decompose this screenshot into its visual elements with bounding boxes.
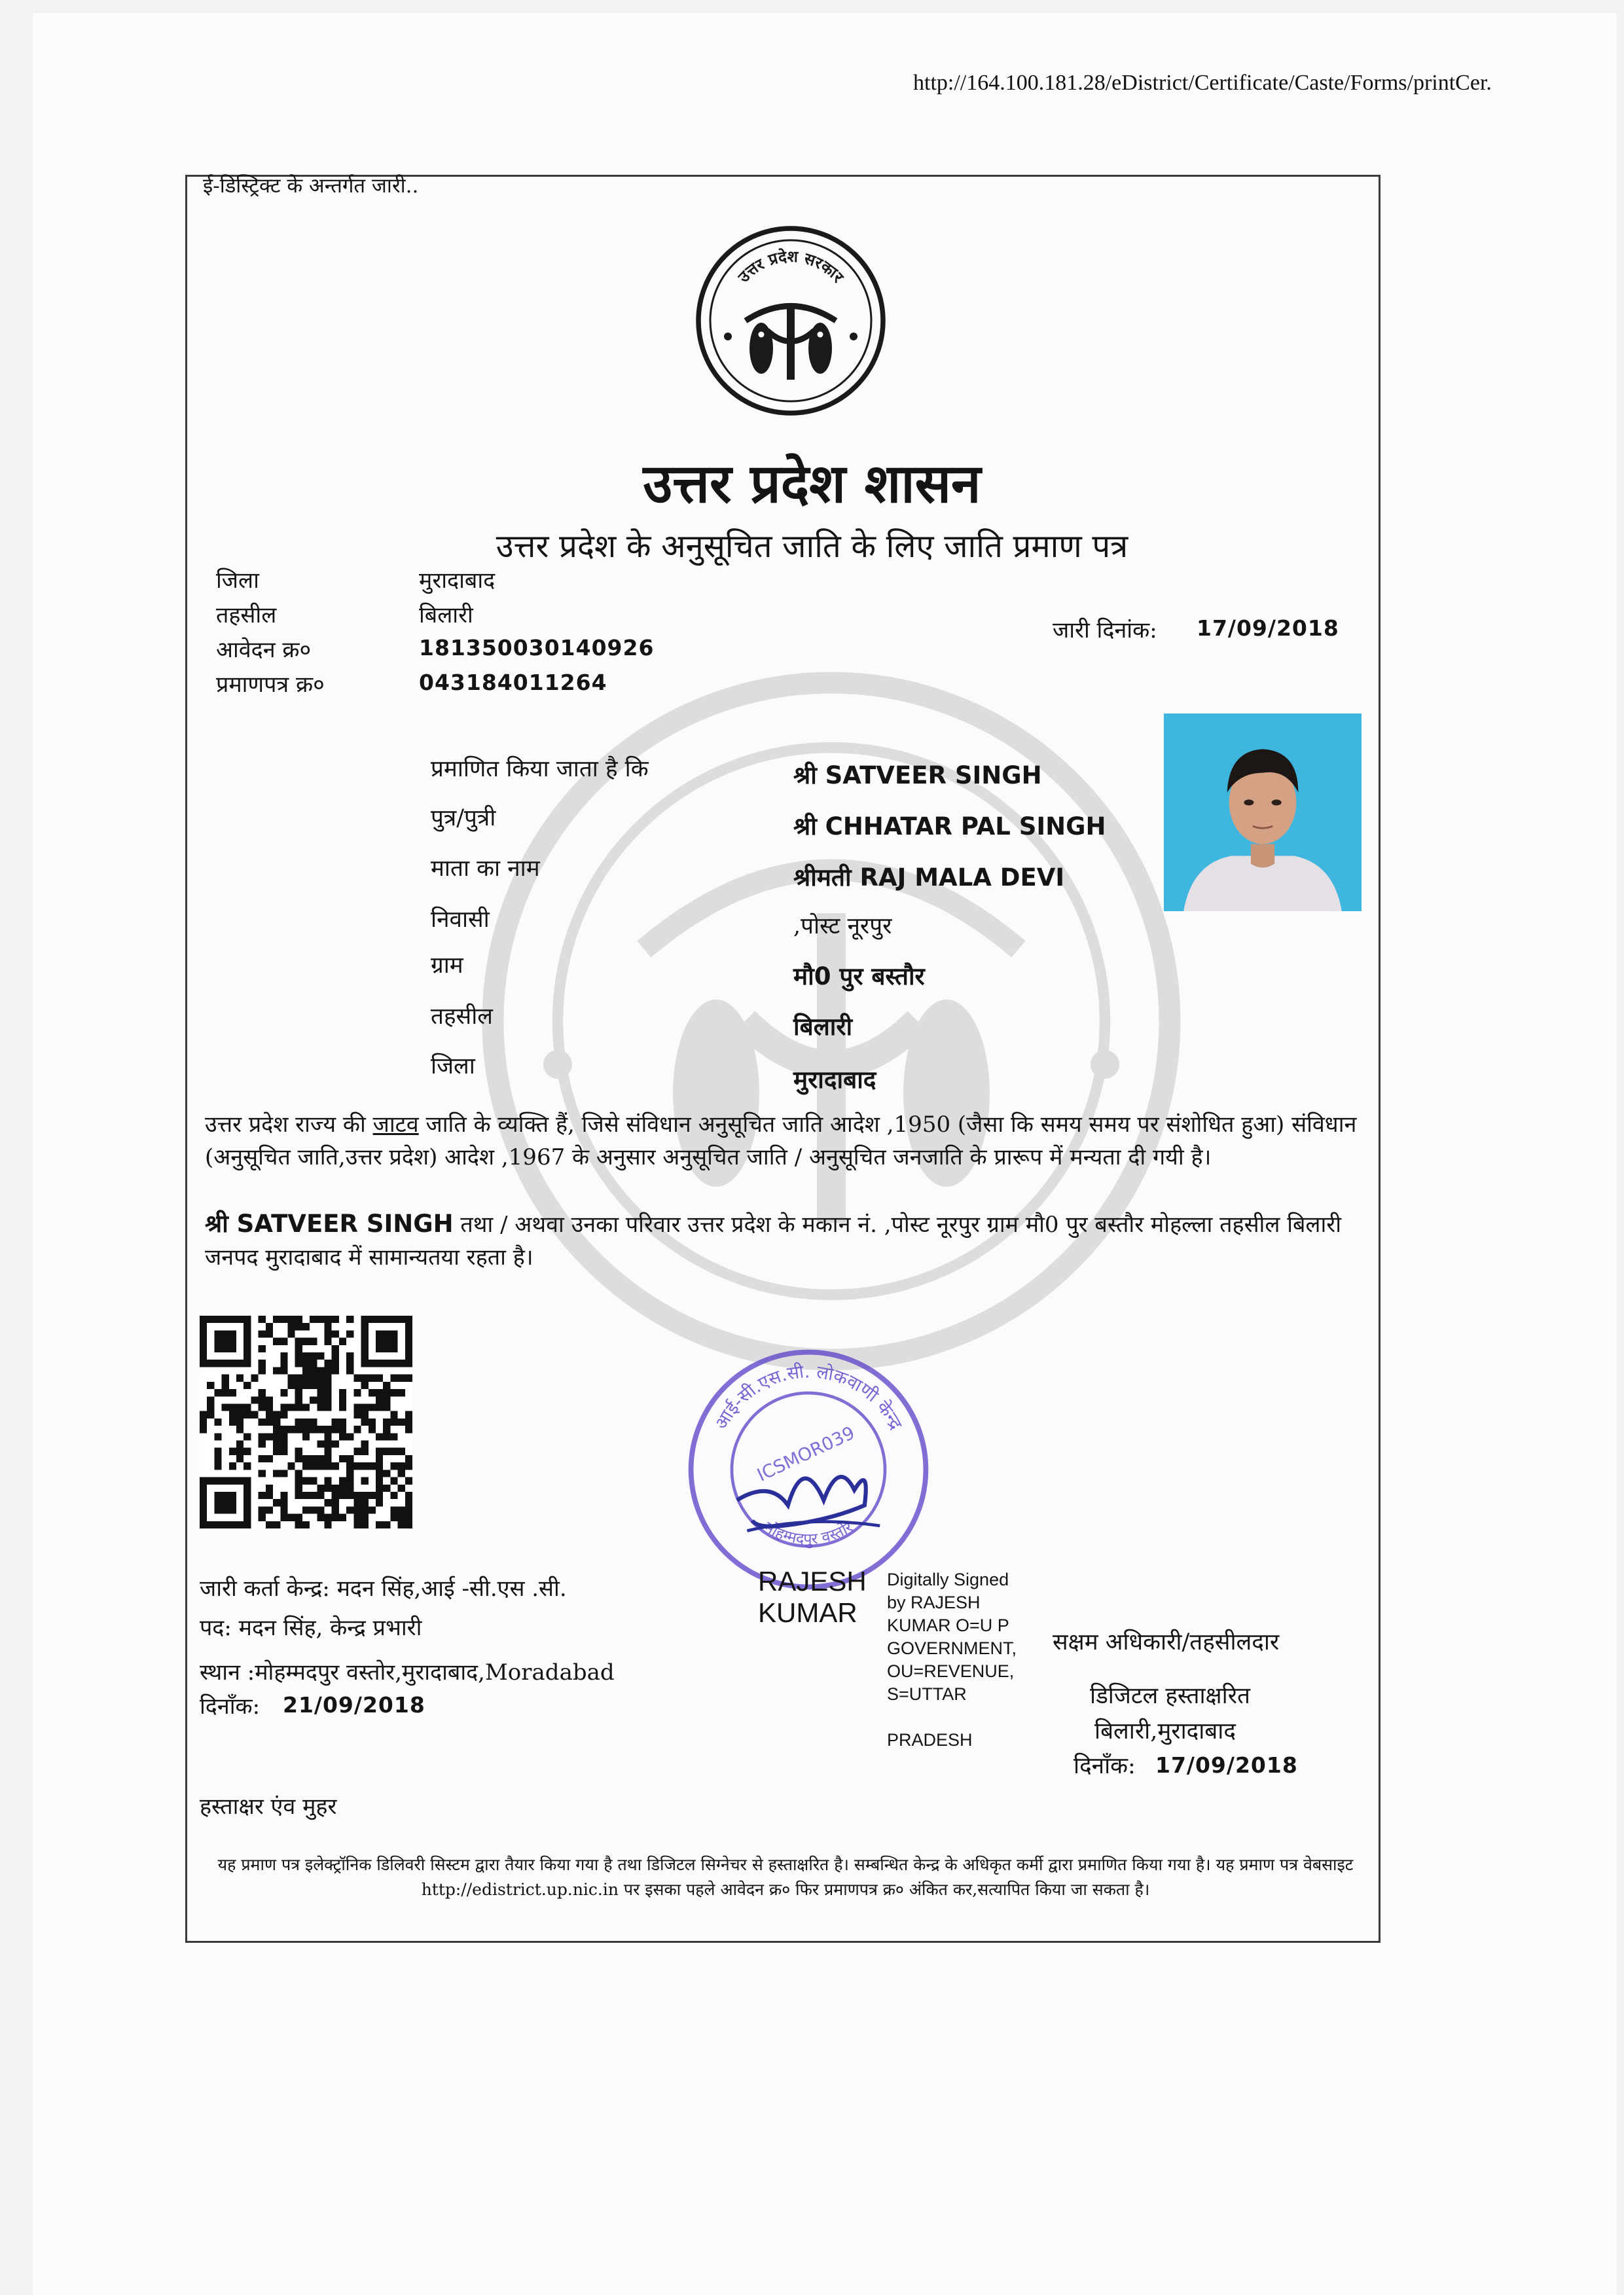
digital-signature-details bbox=[887, 1568, 1017, 1752]
stamp-outer-text: आई-सी.एस.सी. लोकवाणी केन्द्र bbox=[711, 1362, 906, 1434]
application-number-label: आवेदन क्र० bbox=[216, 637, 312, 663]
authority-date-label: दिनाँक: bbox=[1074, 1753, 1136, 1779]
field-label-tehsil: तहसील bbox=[431, 1003, 493, 1030]
authority-date-value: 17/09/2018 bbox=[1155, 1752, 1298, 1778]
field-value-village: मौ0 पुर बस्तौर bbox=[793, 962, 925, 990]
sig-detail-spacer bbox=[887, 1706, 1017, 1729]
field-label-certified: प्रमाणित किया जाता है कि bbox=[431, 756, 649, 782]
issuer-date-value: 21/09/2018 bbox=[283, 1692, 425, 1718]
field-label-resident: निवासी bbox=[431, 907, 490, 933]
svg-text:उत्तर प्रदेश सरकार bbox=[734, 247, 848, 287]
district-value: मुरादाबाद bbox=[419, 568, 496, 594]
authority-title: सक्षम अधिकारी/तहसीलदार bbox=[1053, 1629, 1280, 1655]
field-value-mother: श्रीमती RAJ MALA DEVI bbox=[793, 863, 1065, 892]
issue-date-value: 17/09/2018 bbox=[1197, 615, 1339, 641]
residence-text: तथा / अथवा उनका परिवार उत्तर प्रदेश के मकान नं. ,पोस्ट नूरपुर ग्राम मौ0 पुर बस्तौर मोहल्ला तहसील बिलारी जनपद मुरादाबाद में सामान्यतया रहता है। bbox=[205, 1212, 1342, 1271]
residence-statement bbox=[205, 1208, 1363, 1274]
certificate-subtitle: उत्तर प्रदेश के अनुसूचित जाति के लिए जाति प्रमाण पत्र bbox=[496, 528, 1128, 565]
up-emblem-icon bbox=[693, 223, 889, 419]
district-label: जिला bbox=[216, 568, 259, 594]
field-value-name: श्री SATVEER SINGH bbox=[793, 761, 1042, 789]
sig-detail-line: by RAJESH bbox=[887, 1593, 981, 1612]
field-value-father: श्री CHHATAR PAL SINGH bbox=[793, 812, 1106, 840]
residence-name: श्री SATVEER SINGH bbox=[205, 1210, 454, 1238]
sig-detail-line: GOVERNMENT, bbox=[887, 1638, 1017, 1658]
application-number-value: 181350030140926 bbox=[419, 635, 655, 660]
emblem-text: उत्तर प्रदेश सरकार bbox=[734, 247, 848, 287]
field-value-resident: ,पोस्ट नूरपुर bbox=[793, 913, 892, 939]
field-label-son-daughter: पुत्र/पुत्री bbox=[431, 805, 496, 831]
stamp-code: ICSMOR039 bbox=[754, 1422, 858, 1486]
caste-name: जाटव bbox=[372, 1111, 419, 1138]
certificate-number-label: प्रमाणपत्र क्र० bbox=[216, 672, 325, 698]
sig-detail-line: Digitally Signed bbox=[887, 1570, 1009, 1589]
issuer-post: पद: मदन सिंह, केन्द्र प्रभारी bbox=[200, 1615, 422, 1641]
issuer-place: स्थान :मोहम्मदपुर वस्तोर,मुरादाबाद,Moradabad bbox=[200, 1659, 615, 1686]
signature-seal-label: हस्ताक्षर एंव मुहर bbox=[200, 1794, 337, 1820]
office-stamp bbox=[681, 1342, 936, 1597]
sig-detail-line: KUMAR O=U P bbox=[887, 1616, 1009, 1635]
field-label-mother: माता का नाम bbox=[431, 856, 540, 882]
authority-place: बिलारी,मुरादाबाद bbox=[1094, 1718, 1236, 1744]
issue-date-label: जारी दिनांक: bbox=[1053, 617, 1157, 643]
certificate-title: उत्तर प्रदेश शासन bbox=[643, 452, 981, 515]
sig-detail-line: OU=REVENUE, bbox=[887, 1661, 1015, 1681]
tehsil-value: बिलारी bbox=[419, 602, 473, 628]
sig-detail-line: S=UTTAR bbox=[887, 1684, 967, 1704]
field-label-village: ग्राम bbox=[431, 952, 463, 979]
caste-statement-after: जाति के व्यक्ति हैं, जिसे संविधान अनुसूचित जाति आदेश ,1950 (जैसा कि समय समय पर संशोधित हुआ) संविधान (अनुसूचित जाति,उत्तर प्रदेश) आदेश ,1967 के अनुसार अनुसूचित जाति / अनुसूचित जनजाति के प्रारूप में मन्यता दी गयी है। bbox=[205, 1111, 1357, 1170]
digital-signer-name bbox=[758, 1566, 867, 1629]
stamp-bottom-text: मोहम्मदपुर वस्तोर bbox=[761, 1517, 856, 1548]
print-url: http://164.100.181.28/eDistrict/Certificate/Caste/Forms/printCer. bbox=[913, 71, 1492, 95]
caste-statement bbox=[205, 1108, 1363, 1174]
field-label-district: जिला bbox=[431, 1053, 475, 1079]
caste-statement-before: उत्तर प्रदेश राज्य की bbox=[205, 1111, 373, 1138]
field-value-district: मुरादाबाद bbox=[793, 1066, 876, 1094]
issuing-center: जारी कर्ता केन्द्र: मदन सिंह,आई -सी.एस .सी. bbox=[200, 1576, 567, 1602]
applicant-photo bbox=[1164, 714, 1362, 911]
signer-name-line1: RAJESH bbox=[758, 1566, 867, 1597]
signer-name-line2: KUMAR bbox=[758, 1597, 857, 1628]
authority-signed: डिजिटल हस्ताक्षरित bbox=[1090, 1683, 1250, 1709]
sig-detail-line: PRADESH bbox=[887, 1730, 973, 1750]
issuer-date-label: दिनाँक: bbox=[200, 1693, 261, 1720]
footer-note: यह प्रमाण पत्र इलेक्ट्रॉनिक डिलिवरी सिस्टम द्वारा तैयार किया गया है तथा डिजिटल सिग्नेचर से हस्ताक्षरित है। सम्बन्धित केन्द्र के अधिकृत कर्मी द्वारा प्रमाणित किया गया है। यह प्रमाण पत्र वेबसाइट http://edistrict.up.nic.in पर इसका पहले आवेदन क्र० फिर प्रमाणपत्र क्र० अंकित कर,सत्यापित किया जा सकता है। bbox=[217, 1855, 1354, 1899]
qr-code bbox=[200, 1316, 412, 1528]
field-value-tehsil: बिलारी bbox=[793, 1013, 853, 1041]
tehsil-label: तहसील bbox=[216, 602, 277, 628]
issued-under-label: ई-डिस्ट्रिक्ट के अन्तर्गत जारी.. bbox=[203, 174, 419, 198]
certificate-number-value: 043184011264 bbox=[419, 670, 607, 695]
